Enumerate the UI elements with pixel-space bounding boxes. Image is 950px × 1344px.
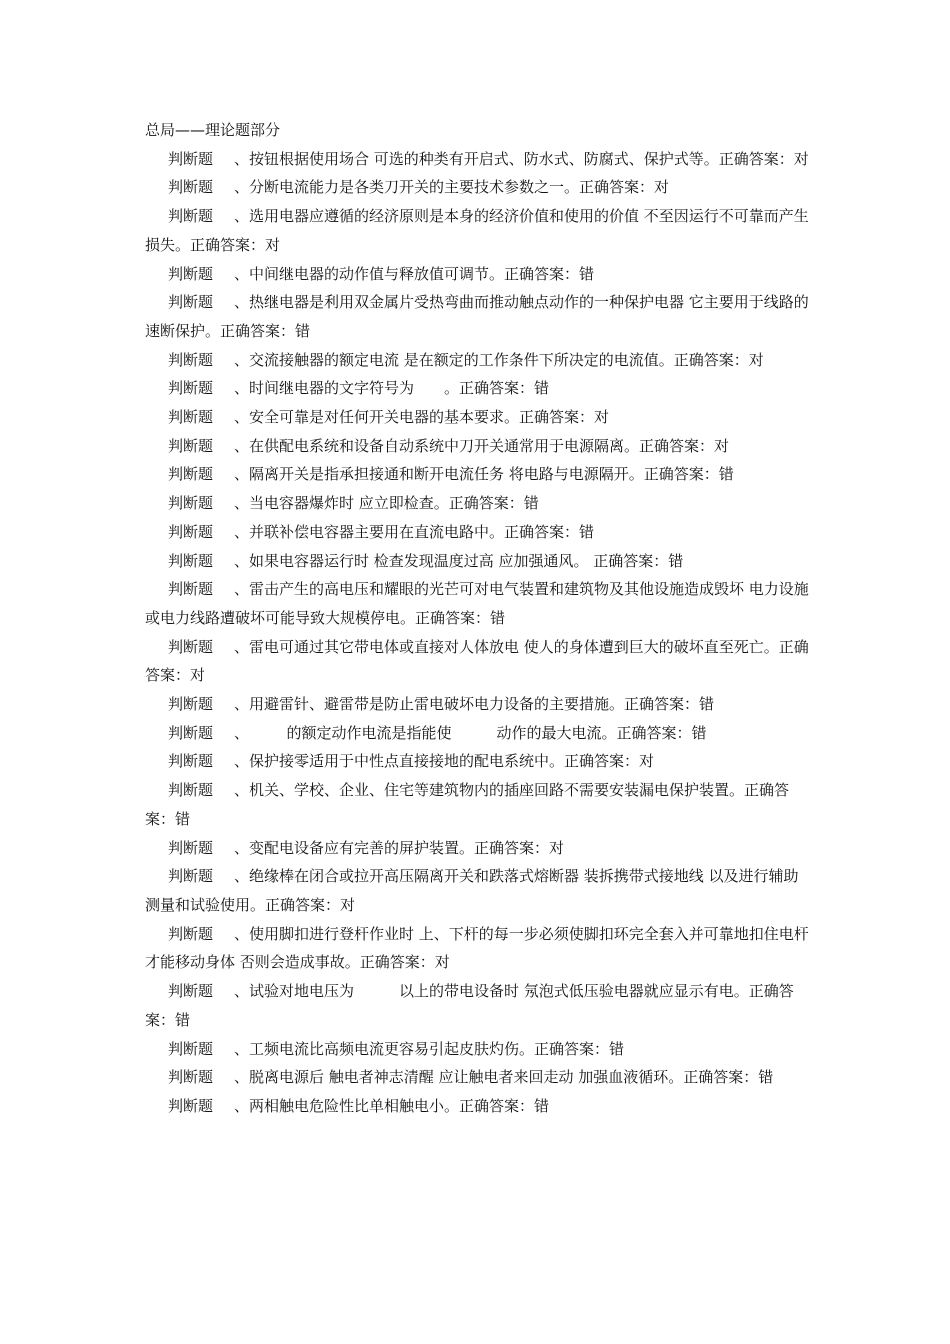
question-text: 、热继电器是利用双金属片受热弯曲而推动触点动作的一种保护电器 它主要用于线路的速断保护。正确答案：错 [145,293,809,340]
question-text: 、隔离开关是指承担接通和断开电流任务 将电路与电源隔开。正确答案：错 [234,465,734,484]
question-item [145,1035,809,1064]
question-text: 、当电容器爆炸时 应立即检查。正确答案：错 [234,494,539,513]
question-text: 、工频电流比高频电流更容易引起皮肤灼伤。正确答案：错 [234,1039,625,1058]
question-type-label: 判断题 [168,350,214,369]
question-item [145,747,809,776]
question-item [145,834,809,863]
question-type-label: 判断题 [168,838,214,857]
question-item [145,260,809,289]
question-type-label: 判断题 [168,752,214,771]
question-item [145,977,809,1034]
question-text: 、两相触电危险性比单相触电小。正确答案：错 [234,1096,550,1115]
question-text: 、雷击产生的高电压和耀眼的光芒可对电气装置和建筑物及其他设施造成毁坏 电力设施或电力线路遭破坏可能导致大规模停电。正确答案：错 [145,580,809,627]
question-text: 、 的额定动作电流是指能使 动作的最大电流。正确答案：错 [234,723,707,742]
question-item [145,489,809,518]
question-type-label: 判断题 [168,379,214,398]
question-text: 、用避雷针、避雷带是防止雷电破坏电力设备的主要措施。正确答案：错 [234,695,715,714]
document-title: 总局——理论题部分 [145,121,281,139]
question-type-label: 判断题 [168,149,214,168]
question-item [145,862,809,919]
question-text: 、分断电流能力是各类刀开关的主要技术参数之一。正确答案：对 [234,178,670,197]
question-item [145,776,809,833]
question-type-label: 判断题 [168,867,214,886]
question-type-label: 判断题 [168,781,214,800]
question-item [145,374,809,403]
question-text: 、安全可靠是对任何开关电器的基本要求。正确答案：对 [234,408,610,427]
question-type-label: 判断题 [168,723,214,742]
question-text: 、选用电器应遵循的经济原则是本身的经济价值和使用的价值 不至因运行不可靠而产生损失。正确答案：对 [145,207,809,254]
question-text: 、绝缘棒在闭合或拉开高压隔离开关和跌落式熔断器 装拆携带式接地线 以及进行辅助测量和试验使用。正确答案：对 [145,867,799,914]
question-type-label: 判断题 [168,264,214,283]
question-item [145,719,809,748]
question-type-label: 判断题 [168,637,214,656]
question-type-label: 判断题 [168,408,214,427]
question-item [145,1063,809,1092]
question-type-label: 判断题 [168,924,214,943]
question-text: 、按钮根据使用场合 可选的种类有开启式、防水式、防腐式、保护式等。正确答案：对 [234,149,809,168]
question-text: 、试验对地电压为 以上的带电设备时 氖泡式低压验电器就应显示有电。正确答案：错 [145,982,794,1029]
document-page [145,116,809,1121]
question-item [145,288,809,345]
question-item [145,432,809,461]
question-type-label: 判断题 [168,436,214,455]
question-list [145,145,809,1121]
question-item [145,202,809,259]
question-text: 、并联补偿电容器主要用在直流电路中。正确答案：错 [234,522,595,541]
question-item [145,547,809,576]
question-text: 、变配电设备应有完善的屏护装置。正确答案：对 [234,838,565,857]
question-item [145,518,809,547]
question-item [145,346,809,375]
question-text: 、在供配电系统和设备自动系统中刀开关通常用于电源隔离。正确答案：对 [234,436,730,455]
question-type-label: 判断题 [168,207,214,226]
question-type-label: 判断题 [168,695,214,714]
question-text: 、时间继电器的文字符号为 。正确答案：错 [234,379,550,398]
question-text: 、交流接触器的额定电流 是在额定的工作条件下所决定的电流值。正确答案：对 [234,350,764,369]
question-type-label: 判断题 [168,580,214,599]
question-item [145,920,809,977]
question-type-label: 判断题 [168,551,214,570]
question-item [145,575,809,632]
question-text: 、使用脚扣进行登杆作业时 上、下杆的每一步必须使脚扣环完全套入并可靠地扣住电杆 才能移动身体 否则会造成事故。正确答案：对 [145,924,809,972]
question-item [145,460,809,489]
question-item [145,145,809,174]
question-text: 、脱离电源后 触电者神志清醒 应让触电者来回走动 加强血液循环。正确答案：错 [234,1068,774,1087]
question-text: 、机关、学校、企业、住宅等建筑物内的插座回路不需要安装漏电保护装置。正确答案：错 [145,781,790,828]
question-type-label: 判断题 [168,1039,214,1058]
question-type-label: 判断题 [168,293,214,312]
question-type-label: 判断题 [168,465,214,484]
question-type-label: 判断题 [168,178,214,197]
question-text: 、中间继电器的动作值与释放值可调节。正确答案：错 [234,264,595,283]
question-text: 、保护接零适用于中性点直接接地的配电系统中。正确答案：对 [234,752,655,771]
question-item [145,403,809,432]
question-text: 、如果电容器运行时 检查发现温度过高 应加强通风。 正确答案：错 [234,551,684,570]
question-item [145,1092,809,1121]
question-item [145,633,809,690]
question-type-label: 判断题 [168,494,214,513]
question-item [145,173,809,202]
question-item [145,690,809,719]
question-text: 、雷电可通过其它带电体或直接对人体放电 使人的身体遭到巨大的破坏直至死亡。正确答案：对 [145,637,809,685]
question-type-label: 判断题 [168,1096,214,1115]
question-type-label: 判断题 [168,522,214,541]
question-type-label: 判断题 [168,1068,214,1087]
question-type-label: 判断题 [168,982,214,1001]
